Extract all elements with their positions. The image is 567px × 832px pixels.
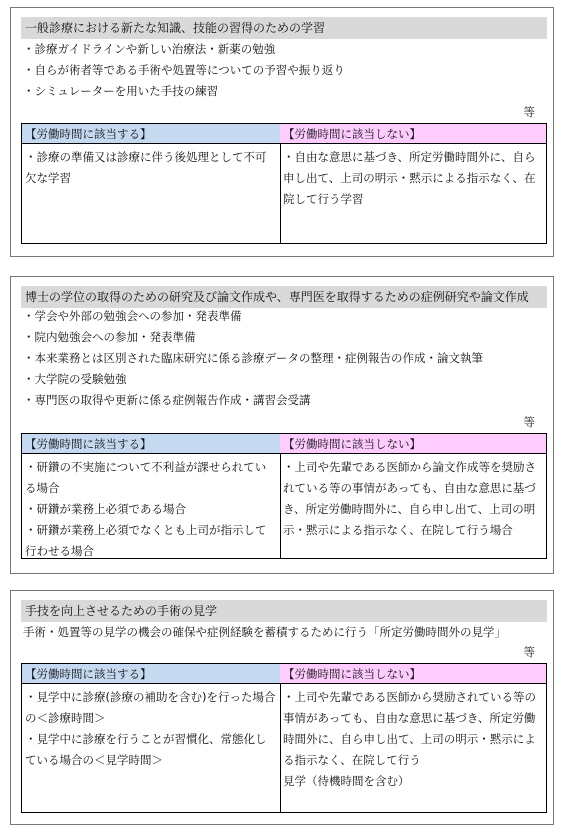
section-degree-research <box>10 276 554 574</box>
classification-table <box>21 663 547 813</box>
list-item: ・上司や先輩である医師から論文作成等を奨励されている等の事情があっても、自由な意思に基づき、所定労働時間外に、自ら申し出て、上司の明示・黙示による指示なく、在院して行う場合 <box>283 460 536 537</box>
non-work-time-cell <box>280 454 546 541</box>
list-item: ・本来業務とは区別された臨床研究に係る診療データの整理・症例報告の作成・論文執筆 <box>23 351 483 365</box>
work-time-header: 【労働時間に該当する】 <box>22 664 280 684</box>
etc-mark: 等 <box>523 645 535 659</box>
etc-mark: 等 <box>523 105 535 119</box>
classification-table <box>21 433 547 559</box>
list-item: ・診療の準備又は診療に伴う後処理として不可欠な学習 <box>25 150 267 185</box>
work-time-header: 【労働時間に該当する】 <box>22 124 280 144</box>
list-item: ・研鑽が業務上必須である場合 <box>25 502 186 516</box>
work-time-cell <box>22 684 280 771</box>
non-work-time-cell <box>280 144 546 210</box>
list-item: ・大学院の受験勉強 <box>23 372 127 386</box>
non-work-time-header: 【労働時間に該当しない】 <box>280 124 546 144</box>
list-item: ・自らが術者等である手術や処置等についての予習や振り返り <box>23 63 345 77</box>
list-item: ・シミュレーターを用いた手技の練習 <box>23 84 219 98</box>
section-heading: 一般診療における新たな知識、技能の習得のための学習 <box>21 17 547 39</box>
list-item: ・上司や先輩である医師から奨励されている等の事情があっても、自由な意思に基づき、所定労働時間外に、自ら申し出て、上司の明示・黙示による指示なく、在院して行う <box>283 690 536 767</box>
section-heading: 博士の学位の取得のための研究及び論文作成や、専門医を取得するための症例研究や論文作成 <box>21 286 547 308</box>
classification-table <box>21 123 547 244</box>
section-surgery-observation <box>10 590 554 825</box>
section-general-learning <box>10 7 554 257</box>
list-item: ・見学中に診療を行うことが習慣化、常態化している場合の＜見学時間＞ <box>25 732 267 767</box>
non-work-time-header: 【労働時間に該当しない】 <box>280 664 546 684</box>
non-work-time-column <box>280 124 546 243</box>
list-item: ・診療ガイドラインや新しい治療法・新薬の勉強 <box>23 42 276 56</box>
list-item: ・院内勉強会への参加・発表準備 <box>23 330 196 344</box>
list-item: 手術・処置等の見学の機会の確保や症例経験を蓄積するために行う「所定労働時間外の見学」 <box>23 625 506 639</box>
work-time-cell <box>22 454 280 562</box>
non-work-time-column <box>280 664 546 812</box>
list-item: ・研鑽の不実施について不利益が課せられている場合 <box>25 460 267 495</box>
etc-mark: 等 <box>523 415 535 429</box>
list-item: ・研鑽が業務上必須でなくとも上司が指示して行わせる場合 <box>25 523 267 558</box>
work-time-column <box>22 664 281 812</box>
list-item: ・自由な意思に基づき、所定労働時間外に、自ら申し出て、上司の明示・黙示による指示なく、在院して行う学習 <box>283 150 536 206</box>
list-item: 見学（待機時間を含む） <box>283 774 410 788</box>
work-time-cell <box>22 144 280 189</box>
non-work-time-cell <box>280 684 546 792</box>
work-time-column <box>22 124 281 243</box>
non-work-time-column <box>280 434 546 558</box>
list-item: ・学会や外部の勉強会への参加・発表準備 <box>23 309 242 323</box>
list-item: ・専門医の取得や更新に係る症例報告作成・講習会受講 <box>23 393 311 407</box>
work-time-column <box>22 434 281 558</box>
work-time-header: 【労働時間に該当する】 <box>22 434 280 454</box>
non-work-time-header: 【労働時間に該当しない】 <box>280 434 546 454</box>
section-heading: 手技を向上させるための手術の見学 <box>21 600 547 622</box>
list-item: ・見学中に診療(診療の補助を含む)を行った場合の＜診療時間＞ <box>25 690 276 725</box>
